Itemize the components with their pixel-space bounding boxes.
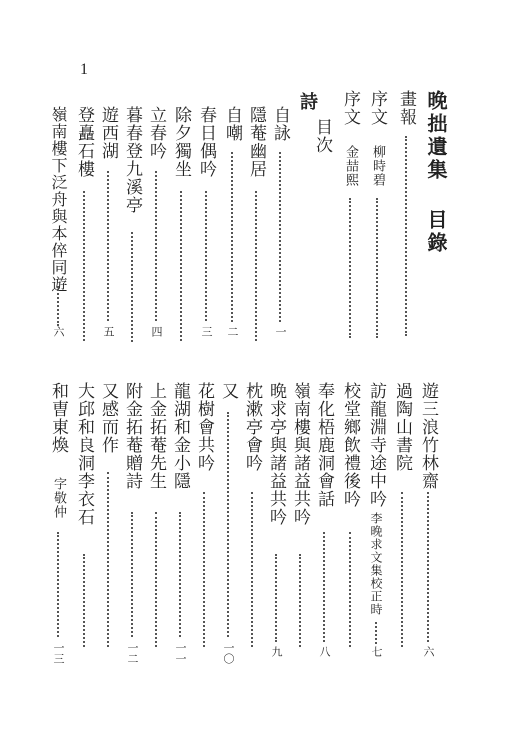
leader-dots <box>107 472 109 647</box>
leader-dots <box>131 512 133 637</box>
entry-title: 除夕獨坐 <box>171 106 191 178</box>
page-ref: 一 <box>274 326 287 337</box>
toc-entry <box>314 382 334 667</box>
entry-title: 暮春登九溪亭 <box>122 106 142 214</box>
leader-dots <box>155 171 157 321</box>
leader-dots <box>131 232 133 342</box>
section-heading <box>297 92 317 132</box>
book-title-column <box>426 90 446 280</box>
toc-entry <box>48 382 68 667</box>
leader-dots <box>57 532 59 637</box>
leader-dots <box>376 198 378 338</box>
entry-title: 隱菴幽居 <box>246 106 266 178</box>
entry-author: 金喆熙 <box>343 145 358 187</box>
entry-title: 龍湖和金小隱 <box>170 382 190 490</box>
toc-entry <box>122 382 142 667</box>
section-title: 詩 <box>297 92 318 111</box>
leader-dots <box>427 492 429 642</box>
toc-entry <box>98 106 118 346</box>
toc-entry <box>74 382 94 667</box>
toc-entry <box>170 382 190 667</box>
leader-dots <box>57 286 59 326</box>
leader-dots <box>227 412 229 637</box>
entry-author: 柳時碧 <box>370 145 385 187</box>
page-ref: 一一 <box>174 642 187 664</box>
entry-title: 過陶山書院 <box>392 382 412 472</box>
entry-note: 李晚求文集校正時 <box>369 512 383 616</box>
entry-title: 上金拓菴先生 <box>146 382 166 490</box>
page-ref: 六 <box>52 326 65 337</box>
leader-dots <box>251 492 253 647</box>
page-ref: 三 <box>200 326 213 337</box>
toc-entry <box>290 382 310 667</box>
toc-entry <box>171 106 191 346</box>
leader-dots <box>205 191 207 321</box>
entry-title: 自詠 <box>270 106 290 142</box>
entry-title: 登矗石樓 <box>74 106 94 178</box>
entry-title: 嶺南樓與諸益共吟 <box>290 382 310 526</box>
leader-dots <box>279 152 281 322</box>
entry-title: 序文 <box>340 90 360 126</box>
toc-entry <box>146 106 166 346</box>
entry-title: 花樹會共吟 <box>194 382 214 472</box>
entry-title: 晩求亭與諸益共吟 <box>266 382 286 526</box>
entry-title: 立春吟 <box>146 106 166 160</box>
leader-dots <box>401 492 403 647</box>
toc-entry <box>266 382 286 667</box>
toc-entry <box>242 382 262 667</box>
entry-note: 字敬仲 <box>51 477 66 519</box>
entry-title: 大邱和良洞李衣石 <box>74 382 94 526</box>
toc-entry <box>194 382 214 667</box>
page-ref: 五 <box>102 326 115 337</box>
leader-dots <box>275 554 277 642</box>
toc-entry <box>196 106 216 346</box>
leader-dots <box>179 512 181 637</box>
entry-title: 遊三浪竹林齋 <box>418 382 438 490</box>
toc-entry <box>146 382 166 667</box>
page-ref: 一三 <box>52 642 65 664</box>
leader-dots <box>83 191 85 341</box>
page-ref: 六 <box>422 646 435 657</box>
entry-title: 春日偶吟 <box>196 106 216 178</box>
page-ref: 九 <box>270 646 283 657</box>
leader-dots <box>349 532 351 647</box>
page-number: 1 <box>80 61 88 78</box>
toc-entry <box>122 106 142 346</box>
leader-dots <box>405 136 407 336</box>
toc-entry <box>367 90 387 340</box>
entry-title: 遊西湖 <box>98 106 118 160</box>
toc-entry <box>392 382 412 667</box>
entry-title: 嶺南樓下泛舟與本倅同遊 <box>49 106 68 293</box>
leader-dots <box>83 554 85 647</box>
page-ref: 七 <box>370 646 383 657</box>
leader-dots <box>323 532 325 642</box>
toc-entry <box>418 382 438 667</box>
leader-dots <box>180 191 182 341</box>
entry-title: 又 <box>218 382 238 400</box>
page-ref: 八 <box>318 646 331 657</box>
toc-entry <box>270 106 290 346</box>
page-ref: 四 <box>150 326 163 337</box>
page-ref: 二 <box>226 326 239 337</box>
leader-dots <box>349 198 351 338</box>
entry-title: 畫報 <box>396 90 416 126</box>
leader-dots <box>299 554 301 647</box>
toc-entry <box>74 106 94 346</box>
entry-title: 目次 <box>312 118 332 154</box>
toc-entry <box>366 382 386 667</box>
toc-entry <box>340 382 360 667</box>
toc-entry <box>222 106 242 346</box>
entry-title: 訪龍淵寺途中吟 <box>366 382 386 508</box>
toc-entry <box>218 382 238 667</box>
leader-dots <box>107 171 109 321</box>
toc-entry <box>246 106 266 346</box>
leader-dots <box>155 512 157 647</box>
entry-title: 又感而作 <box>98 382 118 454</box>
leader-dots <box>231 152 233 322</box>
book-title: 晚拙遺集 目錄 <box>424 90 448 255</box>
entry-title: 序文 <box>367 90 387 126</box>
leader-dots <box>255 191 257 341</box>
entry-title: 附金拓菴贈詩 <box>122 382 142 490</box>
toc-entry <box>98 382 118 667</box>
entry-title: 枕漱亭會吟 <box>242 382 262 472</box>
entry-title: 和曺東煥 <box>48 382 68 454</box>
page-ref: 一二 <box>126 642 139 664</box>
leader-dots <box>203 492 205 647</box>
entry-title: 奉化梧鹿洞會話 <box>314 382 334 508</box>
entry-title: 校堂鄉飲禮後吟 <box>340 382 360 508</box>
toc-entry <box>340 90 360 340</box>
page-ref: 一〇 <box>222 642 235 664</box>
toc-entry <box>48 106 68 346</box>
toc-entry <box>396 90 416 340</box>
leader-dots <box>375 622 377 644</box>
entry-title: 自嘲 <box>222 106 242 142</box>
